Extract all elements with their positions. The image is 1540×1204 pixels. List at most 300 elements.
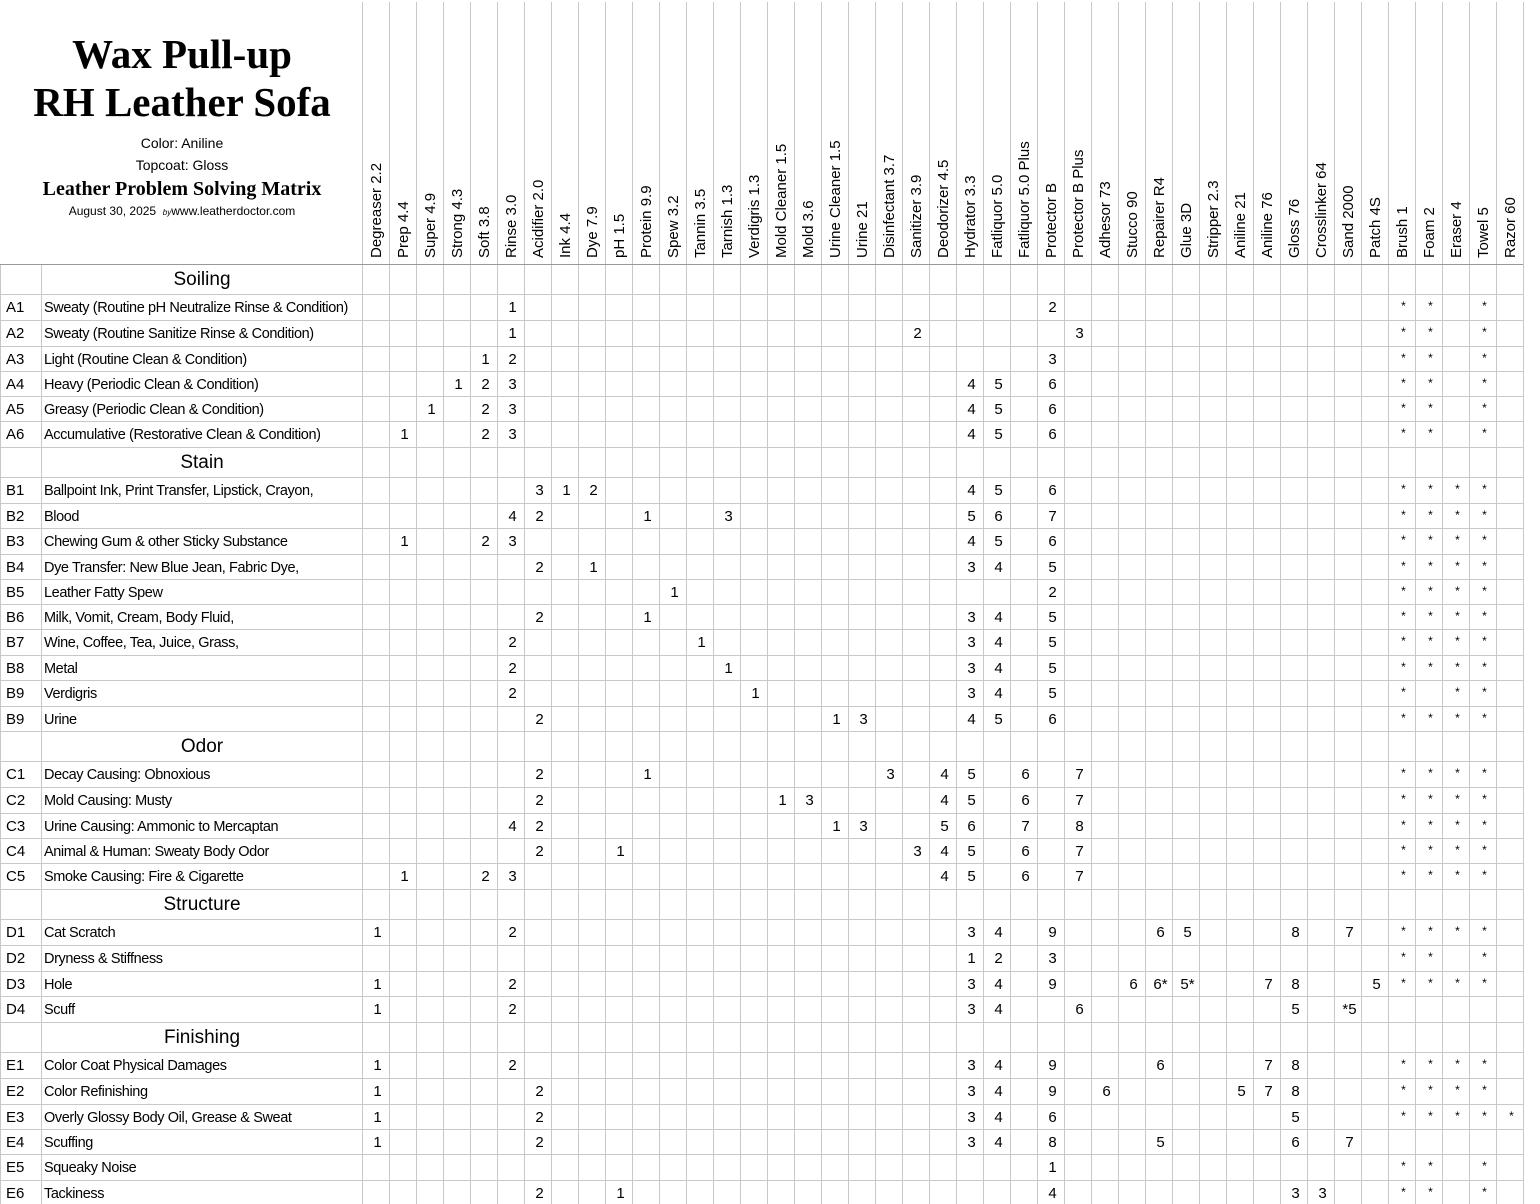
matrix-cell: * — [1455, 868, 1460, 882]
matrix-cell: 3 — [508, 868, 517, 885]
matrix-cell: * — [1455, 818, 1460, 832]
matrix-cell: * — [1428, 818, 1433, 832]
column-header: Tannin 3.5 — [692, 188, 709, 258]
column-header: Patch 4S — [1367, 197, 1384, 258]
matrix-cell: * — [1509, 1109, 1514, 1123]
matrix-cell: 5 — [1048, 559, 1057, 576]
matrix-cell: 1 — [373, 1001, 382, 1018]
matrix-cell: 5 — [967, 792, 976, 809]
matrix-cell: 6 — [1075, 1001, 1084, 1018]
matrix-cell: 2 — [535, 843, 544, 860]
matrix-cell: 8 — [1291, 1057, 1300, 1074]
matrix-cell: * — [1428, 482, 1433, 496]
title-block — [4, 30, 360, 222]
matrix-cell: * — [1428, 1083, 1433, 1097]
matrix-cell: 8 — [1291, 976, 1300, 993]
matrix-cell: 1 — [616, 843, 625, 860]
matrix-cell: 3 — [967, 1134, 976, 1151]
row-label: Leather Fatty Spew — [44, 585, 163, 601]
matrix-cell: * — [1428, 843, 1433, 857]
matrix-cell: 1 — [373, 1134, 382, 1151]
matrix-cell: * — [1482, 660, 1487, 674]
row-label: Greasy (Periodic Clean & Condition) — [44, 402, 264, 418]
section-header: Structure — [163, 894, 241, 915]
matrix-cell: *5 — [1342, 1001, 1357, 1018]
matrix-cell: 6 — [1102, 1083, 1111, 1100]
matrix-cell: * — [1455, 685, 1460, 699]
column-header: Deodorizer 4.5 — [935, 159, 952, 258]
row-label: Heavy (Periodic Clean & Condition) — [44, 377, 259, 393]
matrix-cell: 1 — [643, 766, 652, 783]
matrix-cell: 1 — [481, 351, 490, 368]
matrix-cell: * — [1401, 818, 1406, 832]
matrix-cell: 4 — [967, 401, 976, 418]
matrix-cell: * — [1455, 609, 1460, 623]
row-label: Scuffing — [44, 1135, 93, 1151]
row-code: B2 — [6, 508, 25, 525]
matrix-cell: 6* — [1153, 976, 1168, 993]
matrix-cell: 6 — [1291, 1134, 1300, 1151]
row-label: Scuff — [44, 1002, 75, 1018]
matrix-cell: 1 — [373, 1109, 382, 1126]
matrix-cell: 7 — [1264, 976, 1273, 993]
matrix-cell: 4 — [994, 1109, 1003, 1126]
matrix-cell: 3 — [508, 426, 517, 443]
matrix-cell: 6 — [1156, 1057, 1165, 1074]
matrix-cell: 2 — [535, 792, 544, 809]
matrix-cell: 3 — [1318, 1185, 1327, 1202]
matrix-cell: 2 — [481, 426, 490, 443]
matrix-cell: * — [1401, 1185, 1406, 1199]
website: www.leatherdoctor.com — [171, 204, 296, 218]
matrix-cell: 1 — [562, 482, 571, 499]
column-header: Gloss 76 — [1286, 198, 1303, 258]
row-code: B9 — [6, 685, 25, 702]
matrix-cell: * — [1428, 559, 1433, 573]
column-header: Degreaser 2.2 — [368, 162, 385, 258]
matrix-cell: 2 — [508, 1057, 517, 1074]
leather-color: Color: Aniline — [140, 135, 224, 151]
row-code: A1 — [6, 299, 25, 316]
matrix-cell: 4 — [508, 818, 517, 835]
column-header: Fatliquor 5.0 — [989, 174, 1006, 258]
matrix-cell: 4 — [508, 508, 517, 525]
row-label: Squeaky Noise — [44, 1160, 137, 1176]
matrix-cell: * — [1428, 299, 1433, 313]
row-code: D4 — [6, 1001, 26, 1018]
column-header: Protector B Plus — [1070, 149, 1087, 258]
matrix-cell: * — [1455, 533, 1460, 547]
row-label: Dye Transfer: New Blue Jean, Fabric Dye, — [44, 560, 299, 576]
matrix-cell: * — [1482, 1185, 1487, 1199]
row-label: Hole — [44, 977, 73, 993]
row-label: Smoke Causing: Fire & Cigarette — [44, 869, 244, 885]
matrix-cell: * — [1401, 1057, 1406, 1071]
row-label: Milk, Vomit, Cream, Body Fluid, — [44, 610, 234, 626]
matrix-cell: * — [1482, 843, 1487, 857]
matrix-cell: * — [1428, 924, 1433, 938]
matrix-cell: * — [1455, 482, 1460, 496]
row-label: Urine Causing: Ammonic to Mercaptan — [44, 819, 279, 835]
row-label: Chewing Gum & other Sticky Substance — [44, 534, 288, 550]
row-code: E5 — [6, 1159, 25, 1176]
matrix-cell: 7 — [1075, 792, 1084, 809]
column-header: Stucco 90 — [1124, 191, 1141, 258]
matrix-cell: * — [1428, 508, 1433, 522]
row-code: B3 — [6, 533, 25, 550]
matrix-cell: 2 — [481, 533, 490, 550]
matrix-cell: 6 — [994, 508, 1003, 525]
matrix-cell: 3 — [967, 924, 976, 941]
matrix-cell: * — [1455, 1083, 1460, 1097]
matrix-cell: 1 — [400, 426, 409, 443]
matrix-cell: 2 — [1048, 584, 1057, 601]
matrix-cell: 1 — [454, 376, 463, 393]
matrix-cell: * — [1401, 1159, 1406, 1173]
row-code: B1 — [6, 482, 25, 499]
matrix-cell: 3 — [967, 660, 976, 677]
matrix-cell: * — [1455, 660, 1460, 674]
matrix-cell: 4 — [994, 1001, 1003, 1018]
matrix-cell: 4 — [967, 482, 976, 499]
matrix-cell: * — [1455, 843, 1460, 857]
matrix-cell: * — [1401, 401, 1406, 415]
matrix-cell: * — [1401, 559, 1406, 573]
matrix-cell: * — [1482, 584, 1487, 598]
matrix-cell: 3 — [913, 843, 922, 860]
matrix-cell: 2 — [535, 1109, 544, 1126]
column-header: Protector B — [1043, 182, 1060, 258]
matrix-cell: 4 — [994, 924, 1003, 941]
matrix-cell: 2 — [481, 868, 490, 885]
matrix-cell: 1 — [670, 584, 679, 601]
matrix-cell: 2 — [535, 1185, 544, 1202]
date-line — [4, 202, 360, 222]
column-header: Aniline 21 — [1232, 192, 1249, 258]
column-header: Acidifier 2.0 — [530, 179, 547, 258]
matrix-cell: 6 — [1048, 376, 1057, 393]
matrix-cell: * — [1428, 950, 1433, 964]
matrix-cell: 8 — [1075, 818, 1084, 835]
matrix-cell: * — [1428, 533, 1433, 547]
row-code: C3 — [6, 818, 26, 835]
matrix-cell: * — [1428, 634, 1433, 648]
column-header: Soft 3.8 — [476, 206, 493, 258]
matrix-cell: 4 — [994, 634, 1003, 651]
column-header: Foam 2 — [1421, 207, 1438, 258]
matrix-cell: * — [1401, 792, 1406, 806]
matrix-cell: * — [1455, 711, 1460, 725]
row-code: A4 — [6, 376, 25, 393]
matrix-cell: * — [1455, 584, 1460, 598]
row-label: Accumulative (Restorative Clean & Condition) — [44, 427, 321, 443]
row-code: A2 — [6, 325, 25, 342]
column-header: Mold Cleaner 1.5 — [773, 143, 790, 258]
matrix-cell: * — [1401, 868, 1406, 882]
matrix-cell: 8 — [1291, 924, 1300, 941]
matrix-cell: 9 — [1048, 976, 1057, 993]
matrix-cell: 3 — [967, 1109, 976, 1126]
matrix-cell: 5 — [994, 711, 1003, 728]
matrix-cell: 4 — [967, 711, 976, 728]
matrix-cell: 5 — [940, 818, 949, 835]
matrix-cell: 2 — [508, 685, 517, 702]
matrix-cell: * — [1428, 426, 1433, 440]
matrix-cell: 4 — [967, 426, 976, 443]
column-header: Repairer R4 — [1151, 177, 1168, 258]
matrix-cell: * — [1401, 351, 1406, 365]
row-label: Verdigris — [44, 686, 97, 702]
row-label: Sweaty (Routine Sanitize Rinse & Condition) — [44, 326, 314, 342]
matrix-cell: 6 — [1048, 426, 1057, 443]
matrix-cell: 3 — [967, 559, 976, 576]
date: August 30, 2025 — [68, 204, 157, 218]
row-code: B9 — [6, 711, 25, 728]
matrix-cell: 5* — [1180, 976, 1195, 993]
matrix-cell: 1 — [643, 508, 652, 525]
row-code: C5 — [6, 868, 26, 885]
matrix-cell: 3 — [967, 609, 976, 626]
matrix-cell: 1 — [778, 792, 787, 809]
matrix-cell: 5 — [1291, 1001, 1300, 1018]
matrix-cell: 7 — [1345, 1134, 1354, 1151]
matrix-cell: 6 — [1156, 924, 1165, 941]
row-code: E3 — [6, 1109, 25, 1126]
matrix-cell: 5 — [967, 766, 976, 783]
matrix-cell: 3 — [535, 482, 544, 499]
matrix-cell: * — [1482, 766, 1487, 780]
column-header: Brush 1 — [1394, 206, 1411, 258]
matrix-cell: 1 — [373, 1083, 382, 1100]
matrix-cell: 2 — [535, 766, 544, 783]
matrix-cell: * — [1428, 766, 1433, 780]
matrix-cell: * — [1455, 792, 1460, 806]
row-label: Overly Glossy Body Oil, Grease & Sweat — [44, 1110, 292, 1126]
matrix-cell: 1 — [724, 660, 733, 677]
column-header: Hydrator 3.3 — [962, 175, 979, 258]
column-header: Super 4.9 — [422, 192, 439, 258]
column-header: Protein 9.9 — [638, 185, 655, 258]
matrix-cell: * — [1401, 634, 1406, 648]
row-label: Tackiness — [44, 1186, 105, 1202]
row-code: A3 — [6, 351, 25, 368]
matrix-cell: 9 — [1048, 924, 1057, 941]
column-header: Disinfectant 3.7 — [881, 154, 898, 258]
matrix-cell: 1 — [400, 533, 409, 550]
matrix-cell: * — [1482, 950, 1487, 964]
matrix-cell: * — [1482, 351, 1487, 365]
matrix-cell: * — [1455, 766, 1460, 780]
row-label: Urine — [44, 712, 77, 728]
row-code: E1 — [6, 1057, 25, 1074]
column-header: Urine Cleaner 1.5 — [827, 140, 844, 258]
matrix-cell: * — [1482, 924, 1487, 938]
matrix-cell: * — [1401, 976, 1406, 990]
matrix-cell: 5 — [1291, 1109, 1300, 1126]
matrix-cell: 3 — [967, 1057, 976, 1074]
matrix-cell: 3 — [724, 508, 733, 525]
matrix-cell: 4 — [940, 792, 949, 809]
matrix-cell: * — [1428, 868, 1433, 882]
row-code: C4 — [6, 843, 26, 860]
column-header: Dye 7.9 — [584, 206, 601, 258]
matrix-cell: * — [1482, 1109, 1487, 1123]
matrix-cell: 7 — [1075, 868, 1084, 885]
column-header: Adhesor 73 — [1097, 181, 1114, 258]
matrix-cell: 5 — [994, 482, 1003, 499]
matrix-cell: * — [1401, 924, 1406, 938]
matrix-cell: * — [1482, 426, 1487, 440]
matrix-cell: * — [1428, 1185, 1433, 1199]
matrix-cell: 3 — [859, 818, 868, 835]
column-header: Eraser 4 — [1448, 201, 1465, 258]
row-code: A6 — [6, 426, 25, 443]
matrix-cell: 2 — [535, 1083, 544, 1100]
matrix-cell: 5 — [994, 401, 1003, 418]
matrix-cell: 8 — [1291, 1083, 1300, 1100]
matrix-cell: 3 — [967, 976, 976, 993]
matrix-cell: 2 — [535, 609, 544, 626]
column-header: Sand 2000 — [1340, 185, 1357, 258]
matrix-cell: 5 — [1048, 685, 1057, 702]
matrix-cell: 3 — [508, 376, 517, 393]
matrix-cell: * — [1482, 609, 1487, 623]
matrix-cell: * — [1455, 634, 1460, 648]
column-header: Tarnish 1.3 — [719, 184, 736, 258]
matrix-cell: 4 — [940, 766, 949, 783]
row-code: D2 — [6, 950, 26, 967]
column-header: Towel 5 — [1475, 207, 1492, 258]
row-code: B5 — [6, 584, 25, 601]
matrix-cell: 4 — [994, 660, 1003, 677]
row-code: D3 — [6, 976, 26, 993]
row-label: Sweaty (Routine pH Neutralize Rinse & Condition) — [44, 300, 348, 316]
matrix-cell: 4 — [940, 843, 949, 860]
matrix-cell: * — [1455, 1109, 1460, 1123]
matrix-cell: 1 — [643, 609, 652, 626]
by-label: by — [162, 208, 172, 217]
matrix-cell: * — [1482, 482, 1487, 496]
column-header: Spew 3.2 — [665, 195, 682, 258]
matrix-cell: * — [1428, 1057, 1433, 1071]
row-code: A5 — [6, 401, 25, 418]
matrix-cell: 1 — [508, 325, 517, 342]
matrix-cell: 7 — [1345, 924, 1354, 941]
matrix-cell: * — [1428, 1109, 1433, 1123]
column-header: Razor 60 — [1502, 197, 1519, 258]
row-label: Cat Scratch — [44, 925, 116, 941]
matrix-cell: 1 — [373, 976, 382, 993]
row-code: C2 — [6, 792, 26, 809]
matrix-cell: 2 — [508, 660, 517, 677]
title-line-2: RH Leather Sofa — [33, 79, 331, 125]
matrix-cell: * — [1455, 976, 1460, 990]
column-header: Urine 21 — [854, 201, 871, 258]
matrix-cell: * — [1428, 1159, 1433, 1173]
matrix-cell: * — [1401, 508, 1406, 522]
matrix-cell: * — [1428, 351, 1433, 365]
matrix-cell: 2 — [589, 482, 598, 499]
row-label: Blood — [44, 509, 80, 525]
matrix-cell: 3 — [967, 1001, 976, 1018]
matrix-cell: 6 — [1021, 868, 1030, 885]
matrix-cell: 7 — [1264, 1057, 1273, 1074]
matrix-cell: 3 — [508, 401, 517, 418]
column-header: Aniline 76 — [1259, 192, 1276, 258]
matrix-cell: 6 — [1048, 482, 1057, 499]
matrix-cell: * — [1455, 559, 1460, 573]
matrix-cell: 4 — [994, 1083, 1003, 1100]
matrix-cell: 4 — [994, 559, 1003, 576]
row-label: Mold Causing: Musty — [44, 793, 172, 809]
row-code: B7 — [6, 634, 25, 651]
matrix-cell: 1 — [832, 711, 841, 728]
matrix-cell: 5 — [1237, 1083, 1246, 1100]
row-label: Light (Routine Clean & Condition) — [44, 352, 247, 368]
row-label: Animal & Human: Sweaty Body Odor — [44, 844, 269, 860]
row-label: Dryness & Stiffness — [44, 951, 163, 967]
matrix-cell: 6 — [1048, 711, 1057, 728]
matrix-cell: 4 — [940, 868, 949, 885]
matrix-cell: * — [1401, 950, 1406, 964]
matrix-cell: 1 — [589, 559, 598, 576]
matrix-cell: 4 — [994, 685, 1003, 702]
matrix-cell: * — [1482, 976, 1487, 990]
matrix-cell: 3 — [508, 533, 517, 550]
matrix-cell: 1 — [616, 1185, 625, 1202]
column-header: Sanitizer 3.9 — [908, 174, 925, 258]
matrix-cell: 1 — [697, 634, 706, 651]
matrix-cell: 4 — [994, 976, 1003, 993]
row-code: B6 — [6, 609, 25, 626]
column-header: Fatliquor 5.0 Plus — [1016, 141, 1033, 258]
row-code: C1 — [6, 766, 26, 783]
section-header: Odor — [180, 736, 224, 757]
matrix-cell: 2 — [508, 351, 517, 368]
matrix-cell: 1 — [751, 685, 760, 702]
matrix-cell: * — [1482, 868, 1487, 882]
matrix-cell: 7 — [1075, 766, 1084, 783]
topcoat: Topcoat: Gloss — [135, 157, 229, 173]
matrix-cell: 3 — [967, 1083, 976, 1100]
matrix-cell: * — [1482, 711, 1487, 725]
column-header: Rinse 3.0 — [503, 194, 520, 258]
section-header: Stain — [180, 452, 224, 473]
matrix-cell: 2 — [535, 508, 544, 525]
matrix-cell: 2 — [535, 1134, 544, 1151]
matrix-cell: 5 — [1048, 609, 1057, 626]
matrix-cell: 3 — [1048, 950, 1057, 967]
matrix-cell: 2 — [535, 559, 544, 576]
matrix-cell: * — [1401, 609, 1406, 623]
matrix-cell: 2 — [1048, 299, 1057, 316]
title-line-1: Wax Pull-up — [72, 31, 292, 77]
matrix-cell: * — [1401, 376, 1406, 390]
row-label: Wine, Coffee, Tea, Juice, Grass, — [44, 635, 239, 651]
matrix-cell: * — [1428, 711, 1433, 725]
matrix-cell: * — [1482, 818, 1487, 832]
matrix-cell: * — [1401, 299, 1406, 313]
column-header: Glue 3D — [1178, 202, 1195, 258]
matrix-cell: * — [1482, 1083, 1487, 1097]
matrix-cell: 5 — [994, 533, 1003, 550]
column-header: Crosslinker 64 — [1313, 162, 1330, 258]
matrix-cell: 2 — [481, 401, 490, 418]
matrix-cell: * — [1428, 609, 1433, 623]
matrix-cell: * — [1401, 325, 1406, 339]
matrix-cell: * — [1482, 559, 1487, 573]
matrix-cell: * — [1401, 685, 1406, 699]
